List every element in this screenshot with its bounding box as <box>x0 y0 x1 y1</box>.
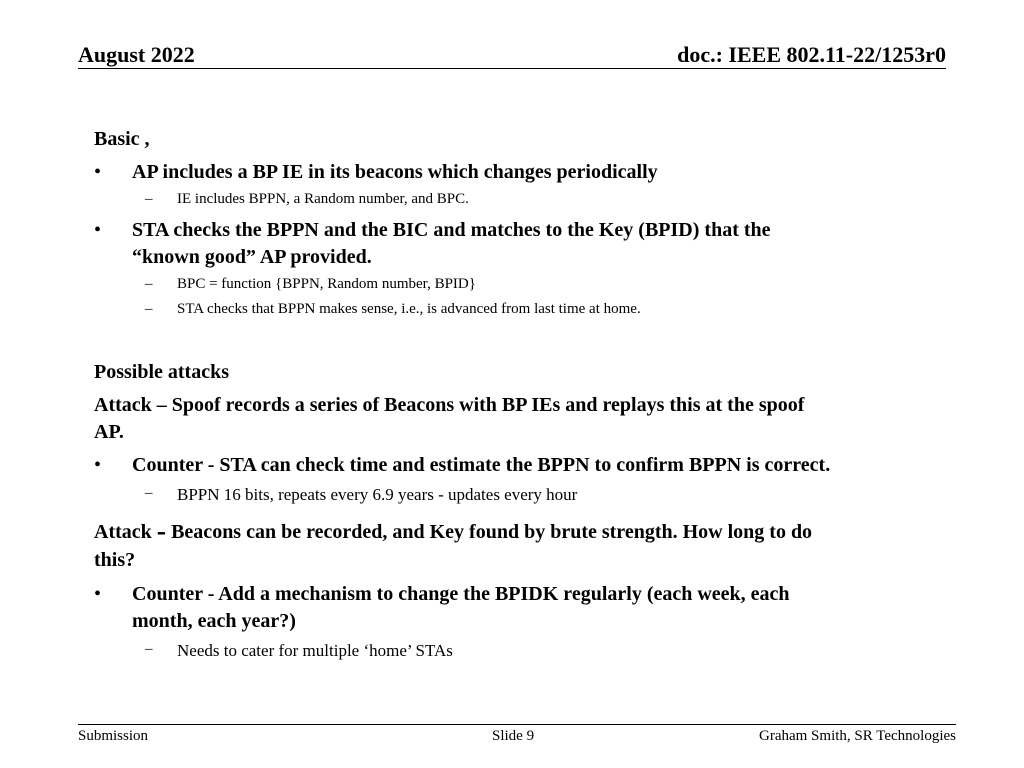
dash-icon: – <box>145 276 153 292</box>
attack2-dash: - <box>156 516 167 547</box>
counter1-text: Counter - STA can check time and estimate the BPPN to confirm BPPN is correct. <box>132 454 831 476</box>
attack2-prefix: Attack <box>94 521 157 543</box>
dash-icon: – <box>145 301 153 317</box>
sub-bpc-function: BPC = function {BPPN, Random number, BPID} <box>177 276 476 292</box>
footer-author: Graham Smith, SR Technologies <box>759 728 956 744</box>
dash-icon: – <box>145 485 153 501</box>
dash-icon: – <box>145 641 153 657</box>
header-date: August 2022 <box>78 42 195 67</box>
attack2-rest: Beacons can be recorded, and Key found by brute strength. How long to do <box>166 521 813 543</box>
attack2-line1 <box>94 516 813 547</box>
bullet-ap-includes: AP includes a BP IE in its beacons which changes periodically <box>132 161 658 183</box>
footer-submission: Submission <box>78 728 149 744</box>
basic-heading: Basic , <box>94 128 150 150</box>
sub-home-stas: Needs to cater for multiple ‘home’ STAs <box>177 641 453 660</box>
footer-divider <box>78 724 956 725</box>
footer-slide-number: Slide 9 <box>492 728 535 744</box>
counter2-line1: Counter - Add a mechanism to change the BPIDK regularly (each week, each <box>132 583 790 605</box>
bullet-sta-checks-line2: “known good” AP provided. <box>132 246 372 268</box>
bullet-icon: • <box>94 219 102 241</box>
sub-bppn-16-bits: BPPN 16 bits, repeats every 6.9 years - updates every hour <box>177 485 578 504</box>
attack1-line1: Attack – Spoof records a series of Beacons with BP IEs and replays this at the spoof <box>94 394 805 416</box>
bullet-icon: • <box>94 161 102 183</box>
bullet-icon: • <box>94 583 102 605</box>
dash-icon: – <box>145 191 153 207</box>
header-divider <box>78 68 946 69</box>
sub-sta-checks-bppn: STA checks that BPPN makes sense, i.e., is advanced from last time at home. <box>177 301 641 317</box>
sub-ie-includes: IE includes BPPN, a Random number, and BPC. <box>177 191 469 207</box>
bullet-icon: • <box>94 454 102 476</box>
bullet-sta-checks-line1: STA checks the BPPN and the BIC and matches to the Key (BPID) that the <box>132 219 771 241</box>
possible-attacks-heading: Possible attacks <box>94 361 229 383</box>
header-doc-id: doc.: IEEE 802.11-22/1253r0 <box>677 42 946 67</box>
counter2-line2: month, each year?) <box>132 610 296 632</box>
attack1-line2: AP. <box>94 421 124 443</box>
attack2-line2: this? <box>94 549 136 571</box>
